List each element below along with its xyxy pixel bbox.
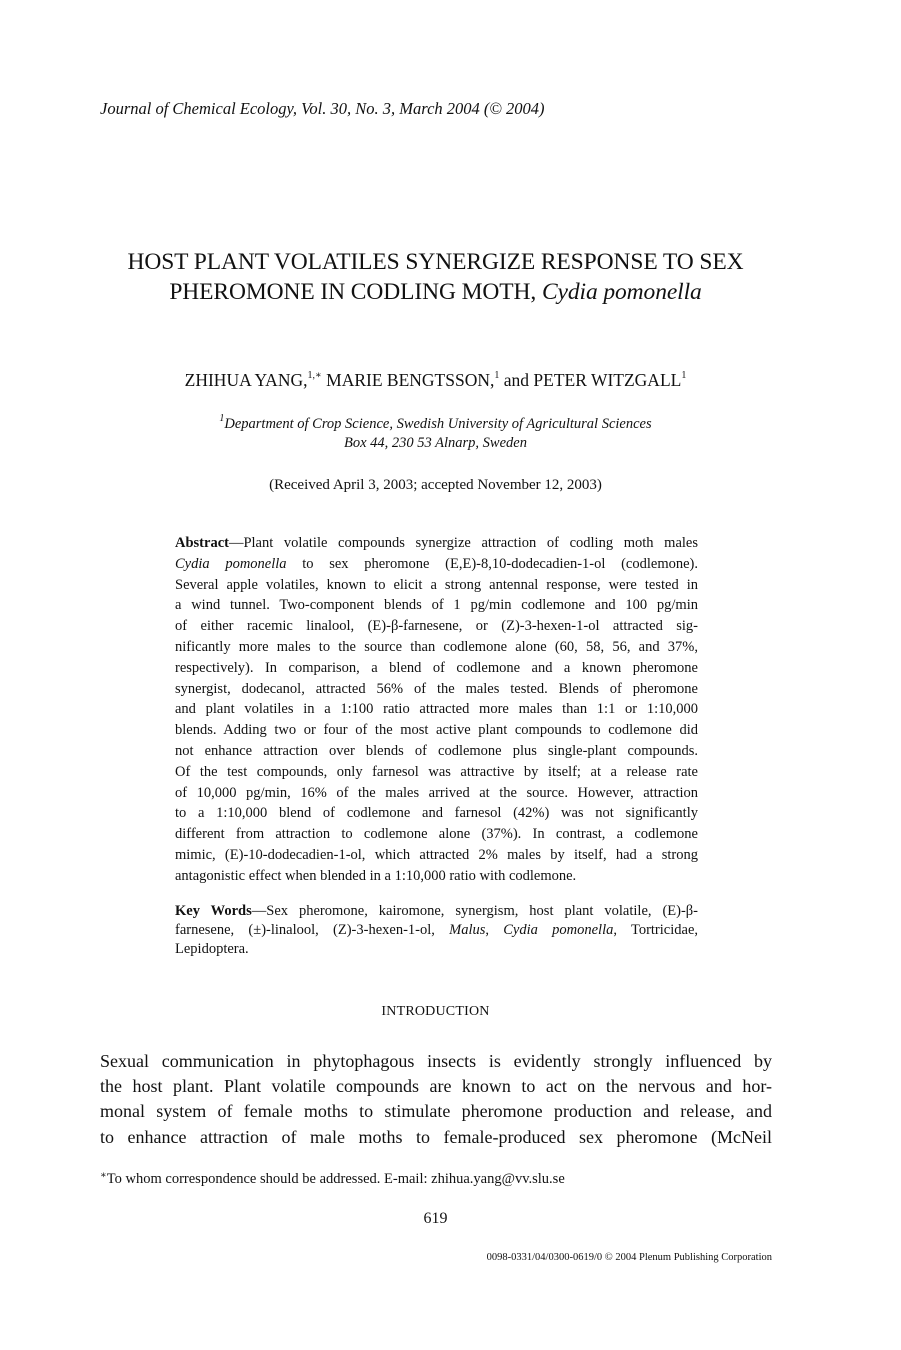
- key-words-malus: Malus: [449, 922, 486, 938]
- abstract-line: nificantly more males to the source than codlemone alone (60, 58, 56, and 37%,: [175, 638, 698, 655]
- introduction-line: to enhance attraction of male moths to female-produced sex pheromone (McNeil: [100, 1126, 772, 1147]
- title-line-1: HOST PLANT VOLATILES SYNERGIZE RESPONSE TO SEX: [127, 249, 744, 275]
- abstract-line: respectively). In comparison, a blend of codlemone and a known pheromone: [175, 659, 698, 676]
- author-yang-affil: 1,∗: [307, 370, 322, 382]
- abstract-line-text: to sex pheromone (E,E)-8,10-dodecadien-1-ol (codlemone).: [302, 555, 698, 572]
- abstract-label: Abstract: [175, 535, 229, 551]
- abstract-line: [175, 554, 698, 575]
- affiliation-line-1: [60, 415, 811, 434]
- author-connector: and: [503, 370, 530, 390]
- footnote: [100, 1171, 565, 1188]
- introduction-body: [100, 1049, 772, 1150]
- received-dates: (Received April 3, 2003; accepted November 12, 2003): [269, 477, 602, 493]
- abstract-line: different from attraction to codlemone alone (37%). In contrast, a codlemone: [175, 826, 698, 843]
- author-witzgall: PETER WITZGALL: [533, 370, 682, 390]
- abstract-line: Of the test compounds, only farnesol was attractive by itself; at a release rate: [175, 763, 698, 780]
- introduction-heading: INTRODUCTION: [381, 1004, 490, 1019]
- affiliation-line-2: Box 44, 230 53 Alnarp, Sweden: [344, 435, 527, 451]
- abstract-line: antagonistic effect when blended in a 1:10,000 ratio with codlemone.: [175, 867, 577, 884]
- article-title: [60, 247, 811, 307]
- key-words-separator: ,: [485, 922, 490, 938]
- key-words-text: , Tortricidae,: [613, 922, 699, 938]
- footnote-marker: ∗: [100, 1170, 107, 1181]
- abstract-line: synergist, dodecanol, attracted 56% of the males tested. Blends of pheromone: [175, 680, 698, 697]
- abstract-line: and plant volatiles in a 1:100 ratio attracted more males than 1:1 or 1:10,000: [175, 701, 698, 718]
- abstract-line: of 10,000 pg/min, 16% of the males arrived at the source. However, attraction: [175, 784, 698, 801]
- title-line-2: [60, 277, 811, 307]
- introduction-line: Sexual communication in phytophagous insects is evidently strongly influenced by: [100, 1051, 772, 1071]
- author-bengtsson: MARIE BENGTSSON,: [326, 370, 495, 390]
- title-species: Cydia pomonella: [541, 279, 702, 305]
- affiliation-marker: 1: [219, 413, 225, 425]
- abstract-line: [175, 533, 698, 554]
- abstract-line: not enhance attraction over blends of codlemone plus single-plant compounds.: [175, 742, 698, 759]
- page-number: 619: [423, 1210, 448, 1227]
- affiliation: [60, 415, 811, 453]
- key-words-line: [175, 921, 698, 940]
- abstract-species: Cydia pomonella: [175, 555, 287, 572]
- footnote-text: To whom correspondence should be addressed. E-mail: zhihua.yang@vv.slu.se: [106, 1171, 565, 1187]
- affiliation-department: Department of Crop Science, Swedish University of Agricultural Sciences: [224, 416, 652, 432]
- key-words-text: —Sex pheromone, kairomone, synergism, host plant volatile, (E)-β-: [251, 903, 699, 919]
- key-words-label: Key Words: [175, 903, 252, 919]
- key-words: [175, 902, 698, 959]
- key-words-line: [175, 902, 698, 921]
- abstract-line: blends. Adding two or four of the most active plant compounds to codlemone did: [175, 722, 698, 739]
- copyright-line: 0098-0331/04/0300-0619/0 © 2004 Plenum Publishing Corporation: [486, 1252, 772, 1263]
- journal-citation: Journal of Chemical Ecology, Vol. 30, No. 3, March 2004 (© 2004): [100, 99, 545, 118]
- abstract: [175, 533, 698, 887]
- author-list: [60, 370, 811, 391]
- key-words-line: Lepidoptera.: [175, 941, 249, 957]
- author-yang: ZHIHUA YANG,: [184, 370, 308, 390]
- abstract-line-text: —Plant volatile compounds synergize attraction of codling moth males: [228, 535, 698, 551]
- abstract-line: of either racemic linalool, (E)-β-farnesene, or (Z)-3-hexen-1-ol attracted sig-: [175, 618, 698, 635]
- abstract-line: Several apple volatiles, known to elicit a strong antennal response, were tested in: [175, 576, 698, 593]
- abstract-line: mimic, (E)-10-dodecadien-1-ol, which attracted 2% males by itself, had a strong: [175, 846, 698, 863]
- abstract-line: a wind tunnel. Two-component blends of 1 pg/min codlemone and 100 pg/min: [175, 597, 698, 614]
- key-words-species: Cydia pomonella: [503, 922, 614, 938]
- title-line-2-main: PHEROMONE IN CODLING MOTH,: [169, 279, 537, 305]
- abstract-line: to a 1:10,000 blend of codlemone and farnesol (42%) was not significantly: [175, 805, 698, 822]
- introduction-line: monal system of female moths to stimulate pheromone production and release, and: [100, 1101, 772, 1122]
- author-bengtsson-affil: 1: [494, 370, 500, 382]
- key-words-text: farnesene, (±)-linalool, (Z)-3-hexen-1-ol,: [175, 922, 435, 938]
- author-witzgall-affil: 1: [681, 370, 687, 382]
- introduction-line: the host plant. Plant volatile compounds are known to act on the nervous and hor-: [100, 1076, 772, 1097]
